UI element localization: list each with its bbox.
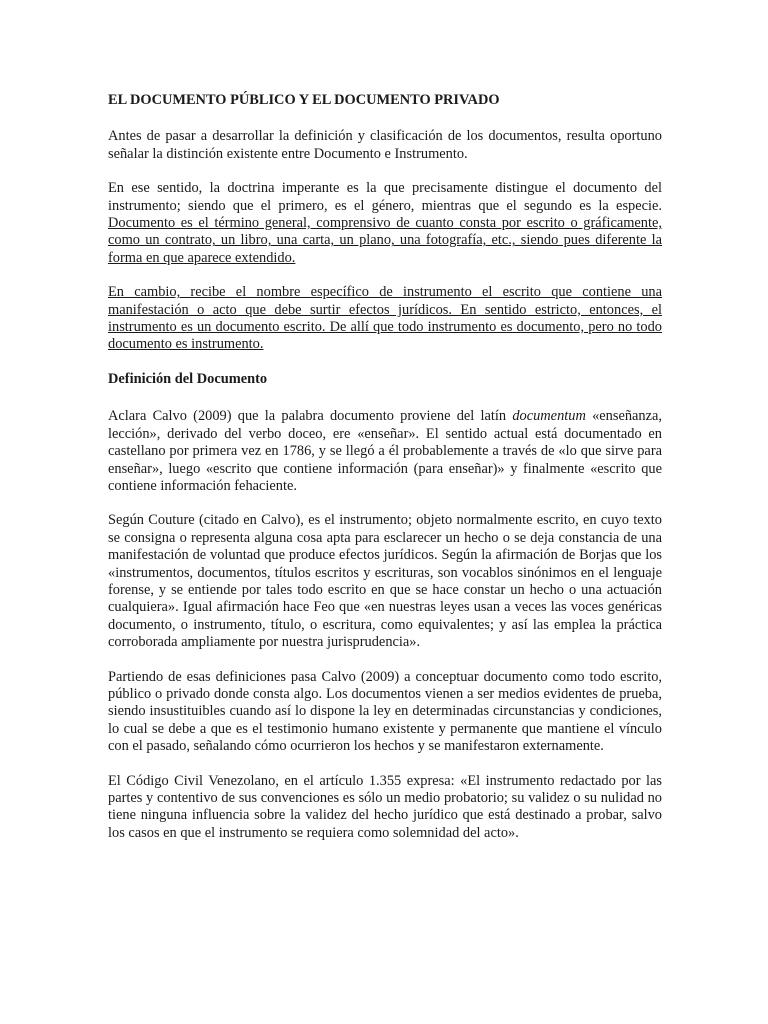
- document-title: EL DOCUMENTO PÚBLICO Y EL DOCUMENTO PRIVADO: [108, 92, 500, 108]
- paragraph-doctrine-plain: En ese sentido, la doctrina imperante es la que precisamente distingue el documento del instrumento; siendo que el primero, es el género, mientras que el segundo es la especie.: [108, 180, 662, 214]
- paragraph-calvo-end: «enseñanza, lección», derivado del verbo doceo, ere «enseñar». El sentido actual está documentado en castellano por primera vez en 1786, y se llegó a él probablemente a través de «lo que sirve para enseñar», luego «escrito que contiene información (para enseñar)» y finalmente «escrito que contiene información fehaciente.: [108, 408, 663, 494]
- paragraph-civil-code: [108, 773, 662, 843]
- paragraph-calvo: [108, 408, 662, 495]
- paragraph-intro-text: Antes de pasar a desarrollar la definición y clasificación de los documentos, resulta oportuno señalar la distinción existente entre Documento e Instrumento.: [108, 128, 662, 162]
- paragraph-calvo-start: Aclara Calvo (2009) que la palabra documento proviene del latín: [108, 408, 513, 425]
- paragraph-instrument: [108, 284, 662, 354]
- paragraph-civil-code-text: El Código Civil Venezolano, en el artículo 1.355 expresa: «El instrumento redactado por las partes y contentivo de sus convenciones es sólo un medio probatorio; su validez o su nulidad no tiene ninguna influencia sobre la validez del hecho jurídico que está destinado a probar, salvo los casos en que el instrumento se requiera como solemnidad del acto».: [108, 772, 662, 841]
- paragraph-doctrine: [108, 180, 662, 267]
- paragraph-doctrine-underlined: Documento es el término general, comprensivo de cuanto consta por escrito o gráficamente, como un contrato, un libro, una carta, un plano, una fotografía, etc., siendo pues diferente la forma en que aparece extendido.: [108, 215, 662, 266]
- paragraph-definitions: [108, 669, 662, 756]
- paragraph-instrument-underlined: En cambio, recibe el nombre específico de instrumento el escrito que contiene una manifestación o acto que debe surtir efectos jurídicos. En sentido estricto, entonces, el instrumento es un documento escrito. De allí que todo instrumento es documento, pero no todo documento es instrumento.: [108, 284, 662, 353]
- paragraph-definitions-text: Partiendo de esas definiciones pasa Calvo (2009) a conceptuar documento como todo escrito, público o privado donde consta algo. Los documentos vienen a ser medios evidentes de prueba, siendo insustituibles cuando así lo dispone la ley en determinadas circunstancias y condiciones, lo cual se debe a que es el testimonio humano existente y permanente que mantiene el vínculo con el pasado, señalando cómo ocurrieron los hechos y se manifestaron externamente.: [108, 668, 662, 755]
- paragraph-intro: [108, 128, 662, 163]
- paragraph-couture-text: Según Couture (citado en Calvo), es el instrumento; objeto normalmente escrito, en cuyo texto se consigna o representa alguna cosa apta para esclarecer un hecho o se deja constancia de una manifestación de voluntad que produce efectos jurídicos. Según la afirmación de Borjas que los «instrumentos, documentos, títulos escritos y escrituras, son vocablos sinónimos en el lenguaje forense, y se entiende por tales todo escrito en que se hace constar un hecho o una actuación cualquiera». Igual afirmación hace Feo que «en nuestras leyes usan a veces las voces genéricas documento, o instrumento, título, o escritura, como equivalentes; y así las emplea la práctica corroborada ampliamente por nuestra jurisprudencia».: [108, 512, 662, 651]
- paragraph-couture: [108, 512, 662, 651]
- section-heading-definition: Definición del Documento: [108, 370, 268, 387]
- paragraph-calvo-latin-term: documentum: [512, 408, 586, 425]
